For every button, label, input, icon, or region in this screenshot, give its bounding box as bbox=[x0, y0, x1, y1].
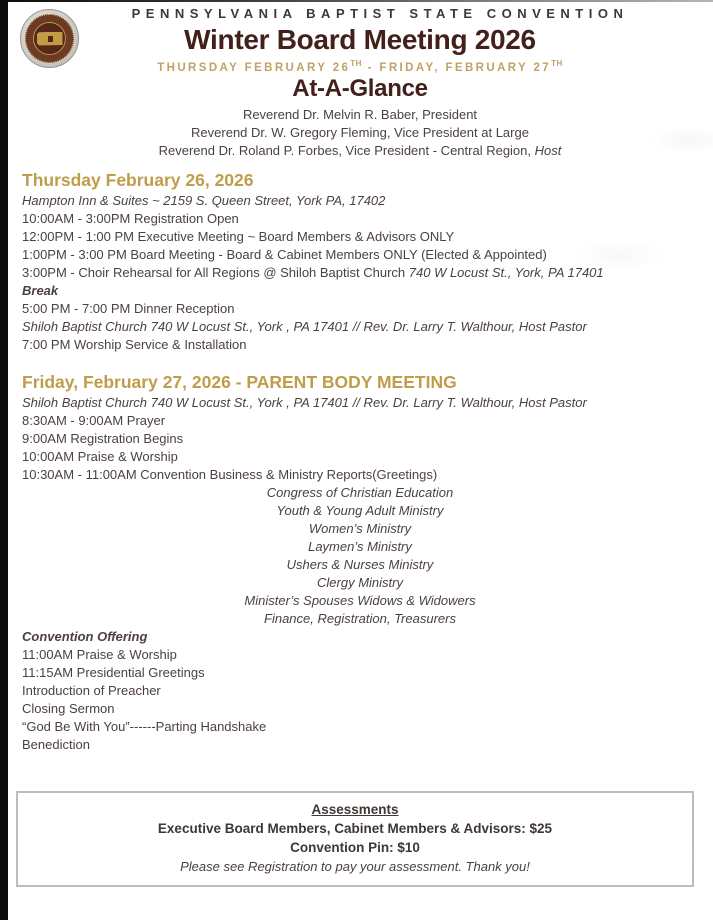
schedule-line: Shiloh Baptist Church 740 W Locust St., York , PA 17401 // Rev. Dr. Larry T. Walthour, Host Pastor bbox=[22, 394, 587, 410]
thursday-heading: Thursday February 26, 2026 bbox=[22, 169, 254, 190]
assessments-note: Please see Registration to pay your assessment. Thank you! bbox=[180, 858, 530, 874]
seal-pennsylvania-shape bbox=[37, 32, 63, 46]
event-dates-part2: - FRIDAY, FEBRUARY 27 bbox=[361, 61, 552, 74]
offering-heading: Convention Offering bbox=[22, 628, 148, 644]
event-dates-sup2: TH bbox=[551, 59, 563, 68]
ministry-item: Finance, Registration, Treasurers bbox=[264, 610, 456, 626]
scan-edge-top bbox=[0, 0, 713, 2]
officer-line-vp-at-large: Reverend Dr. W. Gregory Fleming, Vice President at Large bbox=[191, 124, 529, 140]
officers-list bbox=[22, 106, 698, 160]
flyer-content bbox=[8, 0, 713, 887]
offering-line: “God Be With You”------Parting Handshake bbox=[22, 718, 267, 734]
ministries-list bbox=[22, 484, 698, 628]
assessments-title: Assessments bbox=[311, 801, 399, 817]
event-dates-part1: THURSDAY FEBRUARY 26 bbox=[157, 61, 351, 74]
at-a-glance-title: At-A-Glance bbox=[292, 74, 428, 102]
ministry-item: Youth & Young Adult Ministry bbox=[276, 502, 444, 518]
scan-edge-left bbox=[0, 0, 8, 920]
org-name: PENNSYLVANIA BAPTIST STATE CONVENTION bbox=[131, 6, 629, 21]
schedule-line: Hampton Inn & Suites ~ 2159 S. Queen Street, York PA, 17402 bbox=[22, 192, 386, 208]
schedule-line: Break bbox=[22, 282, 59, 298]
officer-line-vp-central bbox=[22, 142, 698, 160]
section-thursday bbox=[22, 169, 698, 354]
schedule-line: 10:00AM - 3:00PM Registration Open bbox=[22, 210, 239, 226]
schedule-line: 9:00AM Registration Begins bbox=[22, 430, 184, 446]
schedule-line: 10:00AM Praise & Worship bbox=[22, 448, 178, 464]
ministry-item: Ushers & Nurses Ministry bbox=[286, 556, 434, 572]
schedule-line: 8:30AM - 9:00AM Prayer bbox=[22, 412, 166, 428]
ministry-item: Women’s Ministry bbox=[308, 520, 412, 536]
ministry-item: Congress of Christian Education bbox=[266, 484, 454, 500]
schedule-line: 10:30AM - 11:00AM Convention Business & Ministry Reports(Greetings) bbox=[22, 466, 438, 482]
officer-line-vp-central-host: Host bbox=[534, 142, 562, 158]
ministry-item: Clergy Ministry bbox=[317, 574, 403, 590]
schedule-line: Shiloh Baptist Church 740 W Locust St., York , PA 17401 // Rev. Dr. Larry T. Walthour, Host Pastor bbox=[22, 318, 587, 334]
officer-line-vp-central-text: Reverend Dr. Roland P. Forbes, Vice President - Central Region, bbox=[158, 142, 535, 158]
offering-line: Benediction bbox=[22, 736, 90, 752]
assessments-fee-line: Executive Board Members, Cabinet Members & Advisors: $25 bbox=[157, 820, 553, 836]
friday-schedule bbox=[22, 394, 698, 484]
event-dates bbox=[22, 59, 698, 74]
offering-schedule bbox=[22, 646, 698, 754]
ministry-item: Laymen’s Ministry bbox=[308, 538, 412, 554]
offering-line: 11:00AM Praise & Worship bbox=[22, 646, 177, 662]
friday-heading: Friday, February 27, 2026 - PARENT BODY MEETING bbox=[22, 371, 457, 392]
ministry-item: Minister’s Spouses Widows & Widowers bbox=[244, 592, 476, 608]
schedule-line: 12:00PM - 1:00 PM Executive Meeting ~ Board Members & Advisors ONLY bbox=[22, 228, 455, 244]
convention-pin-line: Convention Pin: $10 bbox=[290, 839, 420, 855]
schedule-line: 7:00 PM Worship Service & Installation bbox=[22, 336, 247, 352]
schedule-line: 1:00PM - 3:00 PM Board Meeting - Board & Cabinet Members ONLY (Elected & Appointed) bbox=[22, 246, 547, 262]
schedule-line: 3:00PM - Choir Rehearsal for All Regions @ Shiloh Baptist Church 740 W Locust St., York, PA 17401 bbox=[22, 264, 604, 280]
section-offering bbox=[22, 628, 698, 754]
flyer-header bbox=[22, 6, 698, 160]
offering-line: 11:15AM Presidential Greetings bbox=[22, 664, 205, 680]
event-title: Winter Board Meeting 2026 bbox=[184, 24, 536, 55]
convention-seal-logo bbox=[20, 9, 79, 68]
assessments-box bbox=[16, 791, 694, 887]
thursday-schedule bbox=[22, 192, 698, 354]
officer-line-president: Reverend Dr. Melvin R. Baber, President bbox=[242, 106, 478, 122]
offering-line: Closing Sermon bbox=[22, 700, 115, 716]
schedule-line: 5:00 PM - 7:00 PM Dinner Reception bbox=[22, 300, 235, 316]
offering-line: Introduction of Preacher bbox=[22, 682, 161, 698]
section-friday bbox=[22, 371, 698, 628]
event-dates-sup1: TH bbox=[350, 59, 362, 68]
